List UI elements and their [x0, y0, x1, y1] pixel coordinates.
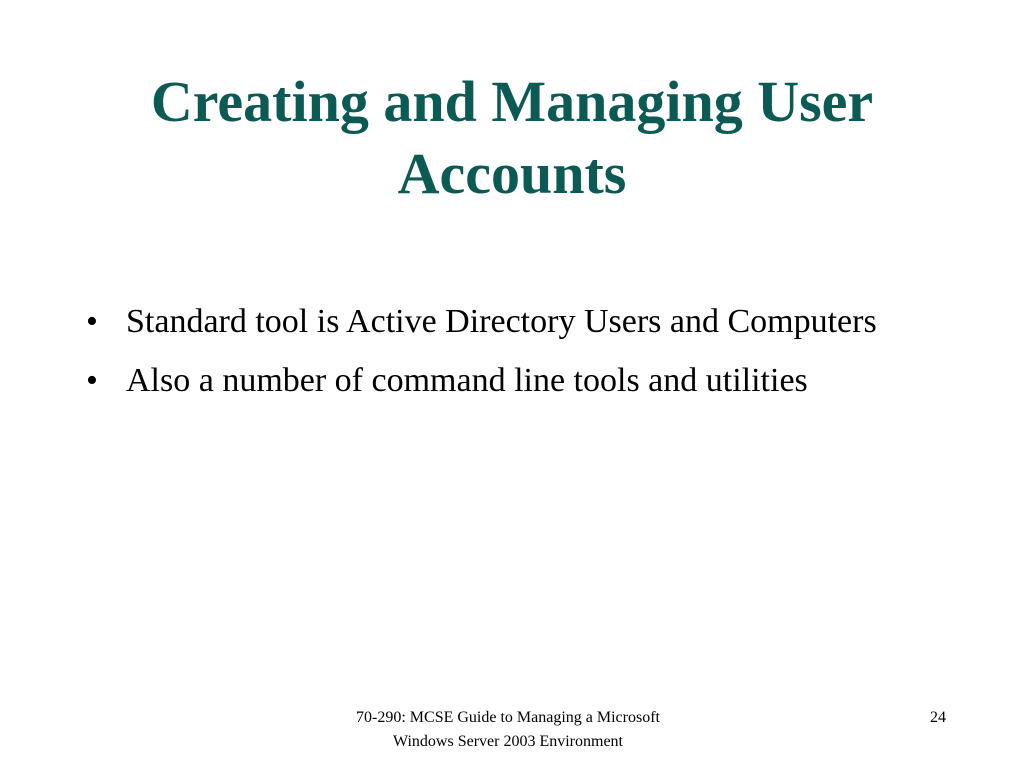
footer-source-line-2: Windows Server 2003 Environment	[393, 733, 623, 750]
bullet-item	[86, 300, 966, 344]
footer-source-line-1: 70-290: MCSE Guide to Managing a Microsoft	[356, 709, 660, 726]
bullet-text: Standard tool is Active Directory Users and Computers	[126, 303, 877, 340]
bullet-marker: •	[86, 362, 98, 399]
bullet-text: Also a number of command line tools and utilities	[126, 362, 808, 399]
bullet-list	[86, 300, 966, 418]
bullet-item	[86, 359, 966, 403]
slide-title: Creating and Managing User Accounts	[150, 69, 874, 206]
footer-source	[300, 706, 716, 754]
page-number: 24	[930, 709, 946, 726]
bullet-marker: •	[86, 303, 98, 340]
